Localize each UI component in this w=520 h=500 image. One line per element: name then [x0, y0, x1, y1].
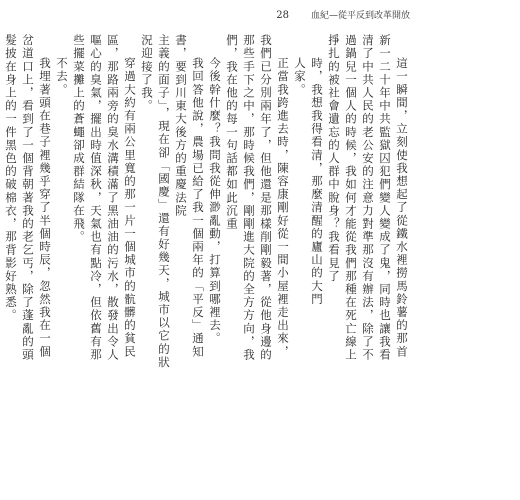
running-title: 血紀—從平反到改革開放 — [310, 11, 410, 21]
paragraph: 主義的面子」，現在卻「國慶」還有好幾天，城市以它的狀況迎接了我。 — [140, 34, 171, 369]
paragraph: 今後幹什麼？我問我從伸渺亂動，打算到哪裡去。 — [208, 57, 222, 346]
paragraph: 我埋著頭在巷子裡幾乎穿了半個時辰，忽然我在一個岔道口上，看到了一個背朝著我的老乞丐，除了蓬亂的頭髮披在身上的一件黑色的破棉衣，那背影好熟悉。 — [4, 34, 52, 362]
paragraph: 這一瞬間，立刻使我想起了從鐵水裡撈馬鈴薯的那首新一二十年中共監獄囚犯們變人變成了鬼，同時也讓我看清了中共人民的老公安的注意力對準那沒有辦法，除了不過鍋兒一個人的時候，我如何才能從我們那種在死亡線上掙扎的被社會遺忘的人群中脫身？我看見了 — [327, 34, 409, 362]
paragraph: 不去。 — [55, 57, 69, 97]
paragraph: 正當我跨進去時，陳容康剛好從一間小屋裡走出來，我們已分別兩年了，但他還是那樣削剛毅著，從他身邊的那些手下之中，那時候我們，剛剛進大院的全方方向，我們，我在他的每一句話都如此沉重 — [225, 34, 290, 362]
paragraph: 我回答他說，農場已給了我一個兩年的「平反」通知書，要到川東大後方的重慶法院 — [174, 34, 205, 359]
paragraph: 時，我想我得看清，那麼清醒的廬山的大門 — [310, 57, 324, 306]
running-header — [276, 8, 410, 21]
paragraph: 穿過大約有兩公里寬的那一片一個城市的骯髒的貧民區，那路兩旁的臭水溝積滿了黑油油的污水，散發出令人嘔心的臭氣，擺出時值深秋，天氣也有點冷，但依舊有那些擺菜攤上的蒼蠅卻成群結隊在飛。 — [72, 34, 137, 362]
paragraph: 人家。 — [293, 57, 307, 97]
page-number: 28 — [276, 10, 289, 21]
paragraph — [0, 34, 2, 369]
body-text — [4, 34, 410, 369]
